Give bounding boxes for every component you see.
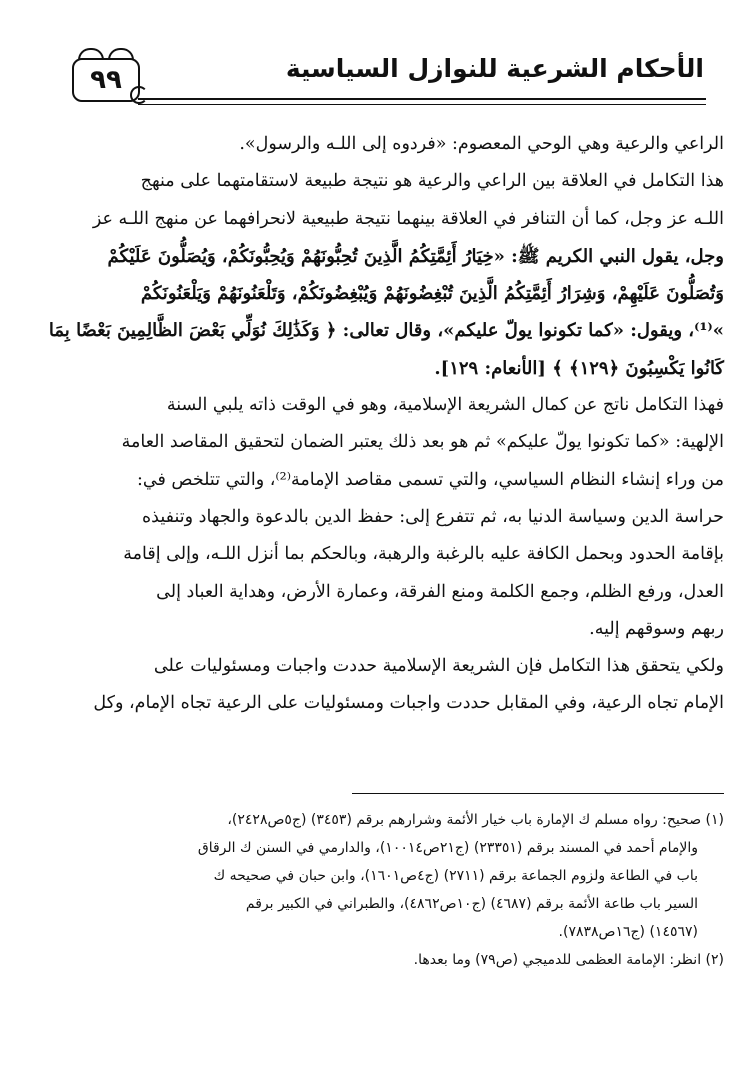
text-line: حراسة الدين وسياسة الدنيا به، ثم تتفرع إلى: حفظ الدين بالدعوة والجهاد وتنفيذه <box>142 506 724 527</box>
hadith-line: وجل، يقول النبي الكريم ﷺ: «خِيَارُ أَئِمَّتِكُمُ الَّذِينَ تُحِبُّونَهُمْ وَيُحِبُّونَكُمْ، وَيُصَلُّونَ عَلَيْكُمْ <box>107 245 724 267</box>
text-line: هذا التكامل في العلاقة بين الراعي والرعية هو نتيجة طبيعة لاستقامتهما على منهج <box>140 171 724 192</box>
footnote-line: باب في الطاعة ولزوم الجماعة برقم (٢٧١١) (ج٤ص١٦٠١)، وابن حبان في صحيحه ك <box>213 868 698 884</box>
header-rule-thin <box>138 104 706 105</box>
text-line: الإلهية: «كما تكونوا يولّ عليكم» ثم هو بعد ذلك يعتبر الضمان لتحقيق المقاصد العامة <box>121 432 724 453</box>
footnotes <box>60 806 724 974</box>
quran-line: كَانُوا يَكْسِبُونَ ﴿١٢٩﴾ ﴾ [الأنعام: ١٢٩]. <box>434 357 724 379</box>
footnote-line: والإمام أحمد في المسند برقم (٢٣٣٥١) (ج٢١ص١٠٠١٤)، والدارمي في السنن ك الرقاق <box>197 840 698 856</box>
text-line: فهذا التكامل ناتج عن كمال الشريعة الإسلامية، وهو في الوقت ذاته يلبي السنة <box>166 395 724 416</box>
text-line: ولكي يتحقق هذا التكامل فإن الشريعة الإسلامية حددت واجبات ومسئوليات على <box>153 656 724 677</box>
footnote-line: السير باب طاعة الأئمة برقم (٤٦٨٧) (ج١٠ص٤٨٦٢)، والطبراني في الكبير برقم <box>245 896 698 912</box>
text-line: من وراء إنشاء النظام السياسي، والتي تسمى مقاصد الإمامة⁽²⁾، والتي تتلخص في: <box>136 469 724 490</box>
page-header <box>58 46 706 118</box>
quran-line: »⁽¹⁾، ويقول: «كما تكونوا يولّ عليكم»، وقال تعالى: ﴿ وَكَذَٰلِكَ نُوَلِّي بَعْضَ الظَّالِمِينَ بَعْضًا بِمَا <box>48 320 724 342</box>
footnote-line: (١٤٥٦٧) (ج١٦ص٧٨٣٨). <box>558 924 698 940</box>
text-line: اللـه عز وجل، كما أن التنافر في العلاقة بينهما نتيجة طبيعية لانحرافهما عن منهج اللـه عز <box>92 208 724 229</box>
footnote-line: (١) صحيح: رواه مسلم ك الإمارة باب خيار الأئمة وشرارهم برقم (٣٤٥٣) (ج٥ص٢٤٢٨)، <box>227 812 724 828</box>
header-ornament-icon <box>130 86 148 104</box>
running-title: الأحكام الشرعية للنوازل السياسية <box>285 54 704 83</box>
text-line: ربهم وسوقهم إليه. <box>589 618 724 639</box>
header-rule <box>138 98 706 100</box>
text-line: بإقامة الحدود وبحمل الكافة عليه بالرغبة والرهبة، وبالحكم بما أنزل اللـه، وإلى إقامة <box>123 544 724 565</box>
footnote-line: (٢) انظر: الإمامة العظمى للدميجي (ص٧٩) وما بعدها. <box>413 952 724 968</box>
text-line: العدل، ورفع الظلم، وجمع الكلمة ومنع الفرقة، وعمارة الأرض، وهداية العباد إلى <box>156 581 724 602</box>
page-number: ٩٩ <box>90 65 122 95</box>
footnote-separator <box>352 793 724 794</box>
hadith-line: وَتُصَلُّونَ عَلَيْهِمْ، وَشِرَارُ أَئِمَّتِكُمُ الَّذِينَ تُبْغِضُونَهُمْ وَيُبْغِضُونَكُمْ، وَتَلْعَنُونَهُمْ وَيَلْعَنُونَكُمْ <box>140 283 724 305</box>
main-text <box>48 126 724 723</box>
text-line: الإمام تجاه الرعية، وفي المقابل حددت واجبات ومسئوليات على الرعية تجاه الإمام، وكل <box>93 693 724 714</box>
text-line: الراعي والرعية وهي الوحي المعصوم: «فردوه إلى اللـه والرسول». <box>239 134 724 154</box>
